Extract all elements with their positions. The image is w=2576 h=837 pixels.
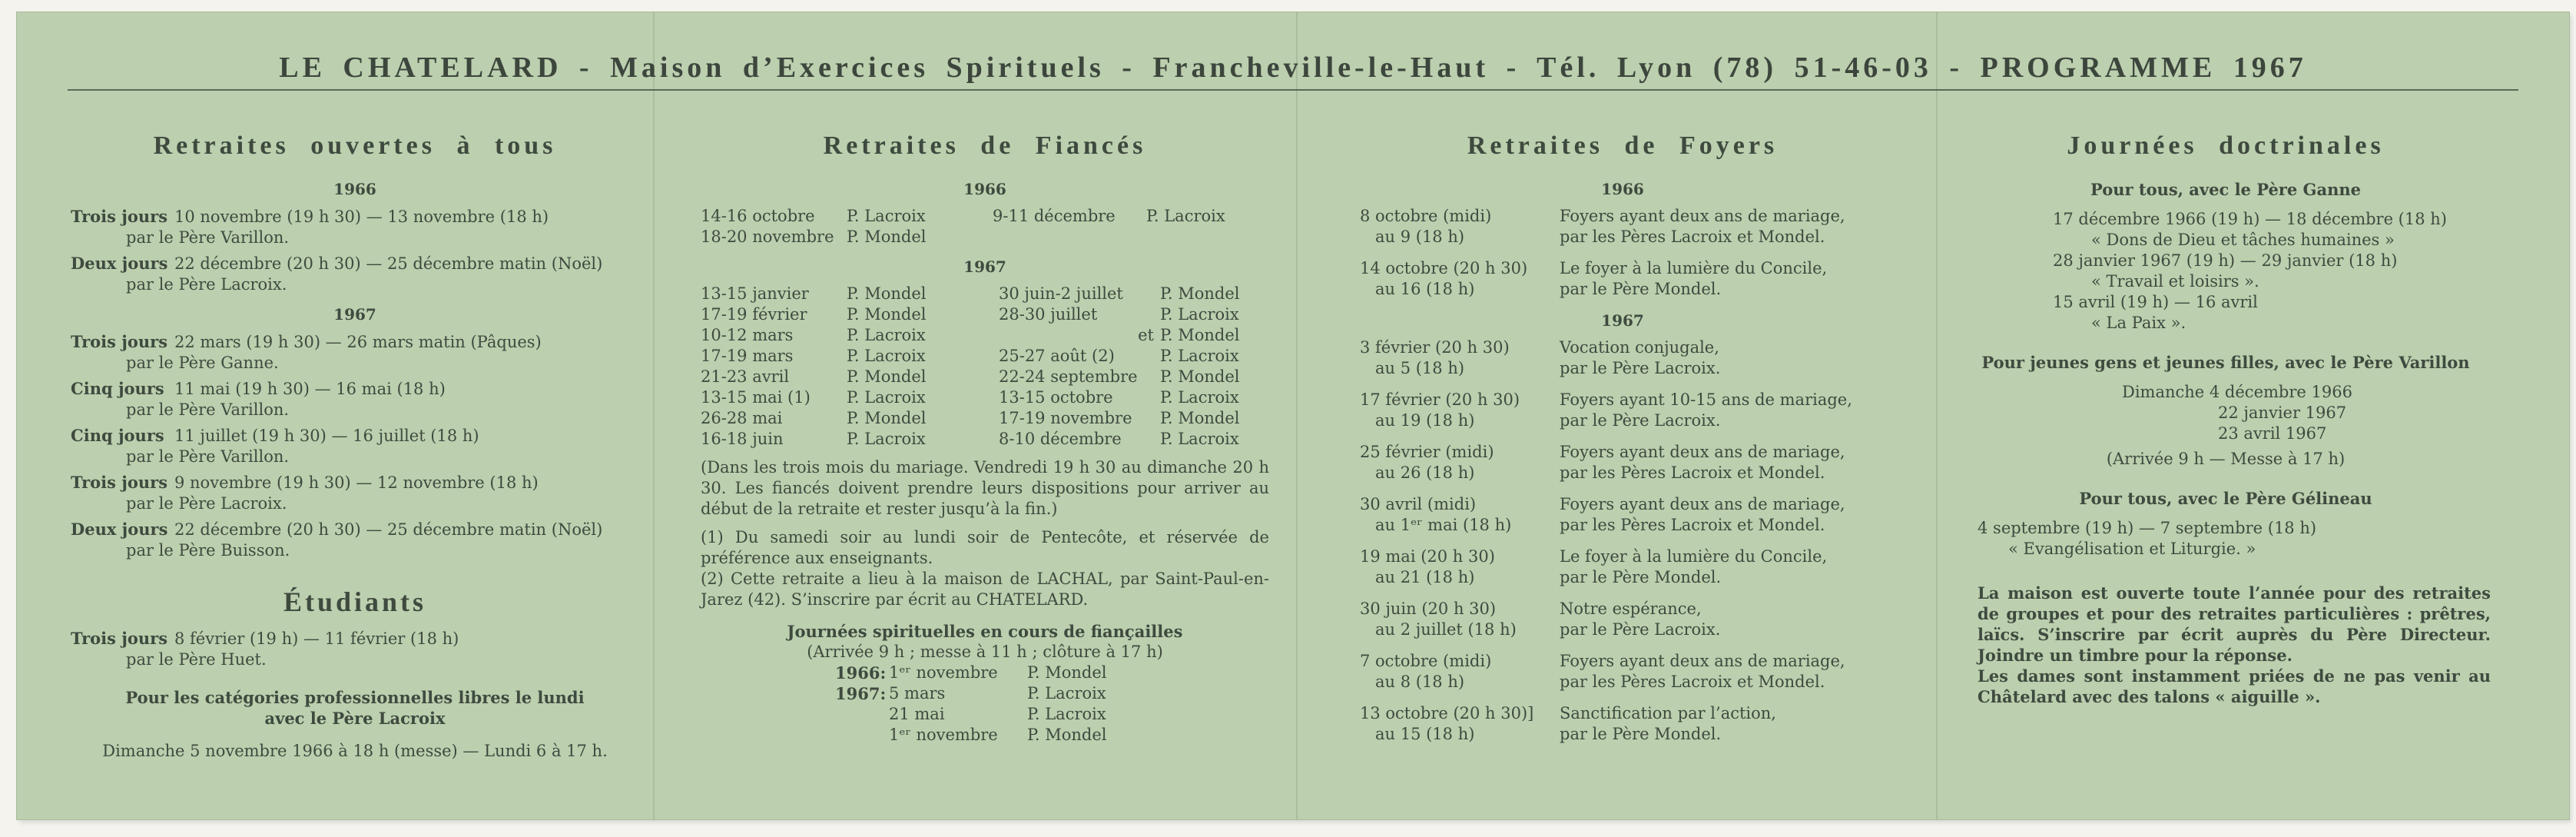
- foyer-priest: par le Père Mondel.: [1560, 280, 1722, 298]
- table-cell: [1560, 703, 1852, 756]
- entry-label: Trois jours: [71, 207, 168, 226]
- entry-date: 8 février (19 h) — 11 février (18 h): [174, 629, 459, 648]
- table-cell: 17-19 novembre: [999, 409, 1132, 427]
- foyer-theme: Foyers ayant deux ans de mariage,: [1560, 443, 1845, 461]
- entry-date: 22 décembre (20 h 30) — 25 décembre matin (Noël): [174, 520, 603, 539]
- foyer-theme: Foyers ayant 10-15 ans de mariage,: [1560, 390, 1852, 409]
- foyer-date-end: au 9 (18 h): [1375, 228, 1465, 246]
- table-cell: [1560, 258, 1845, 311]
- table-cell: [1560, 546, 1852, 599]
- table-cell: P. Mondel: [1027, 726, 1107, 744]
- event-date: 23 avril 1967: [2218, 424, 2327, 443]
- column-title: Retraites de Fiancés: [823, 131, 1147, 160]
- table-cell: P. Lacroix: [847, 430, 926, 448]
- fiances-1966-table: [701, 206, 1225, 247]
- table-cell: [954, 346, 999, 367]
- table-row: [701, 304, 1239, 325]
- entry-date: 22 décembre (20 h 30) — 25 décembre matin (Noël): [174, 254, 603, 273]
- table-row: [1338, 599, 1852, 651]
- table-cell: P. Lacroix: [847, 347, 926, 365]
- table-cell: 1ᵉʳ novembre: [889, 726, 998, 744]
- table-cell: P. Mondel: [847, 284, 927, 303]
- table-cell: P. Mondel: [1027, 663, 1107, 682]
- foyer-priest: par les Pères Lacroix et Mondel.: [1560, 463, 1825, 482]
- journees-spirituelles-table: [835, 663, 1106, 746]
- column-retraites-foyers: [1338, 120, 1907, 756]
- foyer-priest: par le Père Lacroix.: [1560, 620, 1721, 639]
- table-cell: [1560, 337, 1852, 390]
- table-cell: 14-16 octobre: [701, 207, 815, 225]
- foyer-theme: Sanctification par l’action,: [1560, 704, 1776, 722]
- foyer-priest: par le Père Lacroix.: [1560, 411, 1721, 430]
- table-cell: 10-12 mars: [701, 326, 794, 344]
- entry-label: Deux jours: [71, 520, 168, 539]
- event-date: Dimanche 4 décembre 1966: [2122, 383, 2352, 401]
- table-row: [701, 367, 1239, 387]
- entry-date: 9 novembre (19 h 30) — 12 novembre (18 h): [174, 473, 539, 492]
- table-cell: [954, 284, 999, 304]
- foyer-date-end: au 15 (18 h): [1375, 725, 1475, 743]
- table-cell: [1338, 337, 1560, 390]
- table-row: [701, 325, 1239, 346]
- foyer-priest: par le Père Mondel.: [1560, 725, 1722, 743]
- foyer-date-end: au 2 juillet (18 h): [1375, 620, 1517, 639]
- retreat-entry: [71, 628, 639, 670]
- table-row: [1338, 258, 1845, 311]
- foyer-date: 3 février (20 h 30): [1360, 338, 1510, 357]
- table-cell: 5 mars: [889, 684, 946, 702]
- entry-date: 22 mars (19 h 30) — 26 mars matin (Pâques): [174, 333, 542, 351]
- table-cell: 9-11 décembre: [993, 207, 1116, 225]
- foyer-date: 25 février (midi): [1360, 443, 1494, 461]
- table-row: [701, 206, 1225, 227]
- table-cell: P. Lacroix: [1027, 684, 1106, 702]
- foyer-theme: Notre espérance,: [1560, 600, 1702, 618]
- foyer-date-end: au 5 (18 h): [1375, 359, 1465, 377]
- table-cell: 13-15 janvier: [701, 284, 809, 303]
- table-cell: [1338, 258, 1560, 311]
- table-cell: 1967:: [835, 684, 887, 703]
- table-cell: [993, 227, 1146, 247]
- entry-priest: par le Père Lacroix.: [126, 275, 287, 294]
- footnote: (2) Cette retraite a lieu à la maison de LACHAL, par Saint-Paul-en-Jarez (42). S’inscrire par écrit au CHATELARD.: [701, 570, 1269, 609]
- table-cell: [1338, 494, 1560, 546]
- entry-priest: par le Père Varillon.: [126, 447, 290, 466]
- section-heading: Journées spirituelles en cours de fiançailles: [787, 622, 1183, 641]
- table-row: [1338, 546, 1852, 599]
- doctrinal-dates-ganne: [1961, 209, 2491, 334]
- retreat-entry: [71, 519, 639, 561]
- table-cell: [1560, 442, 1852, 494]
- event-theme: « Dons de Dieu et tâches humaines »: [2091, 231, 2395, 249]
- table-row: [835, 683, 1106, 704]
- table-cell: 17-19 février: [701, 305, 807, 324]
- table-cell: P. Lacroix: [1160, 430, 1239, 448]
- column-title: Retraites ouvertes à tous: [153, 131, 557, 160]
- table-cell: P. Mondel: [847, 367, 927, 386]
- table-cell: [954, 429, 999, 450]
- table-cell: P. Mondel: [847, 305, 927, 324]
- table-cell: [954, 387, 999, 408]
- column-retraites-ouvertes: [71, 120, 639, 762]
- event-date: 4 septembre (19 h) — 7 septembre (18 h): [1978, 519, 2317, 537]
- year-heading: 1967: [333, 305, 376, 324]
- retreat-entry: [71, 425, 639, 467]
- table-cell: [1338, 390, 1560, 442]
- table-cell: [1338, 599, 1560, 651]
- section-title-etudiants: Étudiants: [283, 586, 427, 617]
- table-row: [701, 408, 1239, 429]
- table-cell: P. Lacroix: [847, 326, 926, 344]
- entry-label: Cinq jours: [71, 426, 164, 445]
- table-cell: [1146, 227, 1225, 247]
- table-cell: 28-30 juillet: [999, 305, 1098, 324]
- entry-label: Trois jours: [71, 473, 168, 492]
- table-row: [1338, 494, 1852, 546]
- foyer-date-end: au 21 (18 h): [1375, 568, 1475, 586]
- table-cell: 21-23 avril: [701, 367, 790, 386]
- foyer-date-end: au 1ᵉʳ mai (18 h): [1375, 516, 1512, 534]
- section-heading: Pour jeunes gens et jeunes filles, avec le Père Varillon: [1981, 353, 2470, 372]
- table-cell: P. Lacroix: [1146, 207, 1225, 225]
- table-cell: 21 mai: [889, 705, 945, 723]
- foyers-1966-table: [1338, 206, 1845, 311]
- event-theme: « Travail et loisirs ».: [2091, 272, 2259, 291]
- table-cell: [954, 304, 999, 325]
- footnote: (1) Du samedi soir au lundi soir de Pentecôte, et réservée de préférence aux enseignants.: [701, 528, 1269, 567]
- entry-priest: par le Père Ganne.: [126, 354, 279, 372]
- table-row: [1338, 337, 1852, 390]
- entry-label: Deux jours: [71, 254, 168, 273]
- program-sheet: [17, 12, 2569, 819]
- table-cell: [1338, 206, 1560, 258]
- table-row: [1338, 651, 1852, 703]
- table-cell: et: [1138, 326, 1154, 344]
- table-cell: 30 juin-2 juillet: [999, 284, 1123, 303]
- foyer-date-end: au 8 (18 h): [1375, 673, 1465, 691]
- table-cell: 18-20 novembre: [701, 228, 834, 246]
- table-cell: 26-28 mai: [701, 409, 783, 427]
- entry-priest: par le Père Varillon.: [126, 400, 290, 419]
- foyer-theme: Vocation conjugale,: [1560, 338, 1719, 357]
- foyer-theme: Le foyer à la lumière du Concile,: [1560, 547, 1828, 566]
- foyer-date: 30 juin (20 h 30): [1360, 600, 1497, 618]
- foyer-date: 30 avril (midi): [1360, 495, 1477, 513]
- foyers-1967-table: [1338, 337, 1852, 756]
- column-journees-doctrinales: [1961, 120, 2491, 707]
- entry-priest: par le Père Buisson.: [126, 541, 290, 560]
- table-cell: P. Lacroix: [1160, 305, 1239, 324]
- table-row: [1338, 390, 1852, 442]
- foyer-theme: Foyers ayant deux ans de mariage,: [1560, 495, 1845, 513]
- table-cell: 17-19 mars: [701, 347, 794, 365]
- foyer-date: 7 octobre (midi): [1360, 652, 1492, 670]
- retreat-entry: [71, 253, 639, 295]
- year-heading: 1967: [1601, 311, 1644, 330]
- table-row: [835, 663, 1106, 683]
- table-cell: 1966:: [835, 663, 887, 683]
- table-cell: 25-27 août (2): [999, 347, 1115, 365]
- table-cell: [1338, 546, 1560, 599]
- table-cell: [1338, 651, 1560, 703]
- foyer-date: 13 octobre (20 h 30)]: [1360, 704, 1534, 722]
- entry-priest: par le Père Lacroix.: [126, 494, 287, 513]
- retreat-entry: [71, 472, 639, 514]
- foyer-theme: Foyers ayant deux ans de mariage,: [1560, 652, 1845, 670]
- table-cell: 8-10 décembre: [999, 430, 1122, 448]
- table-cell: P. Mondel: [1160, 284, 1240, 303]
- fold-line: [653, 12, 655, 819]
- year-heading: 1966: [333, 180, 376, 198]
- table-cell: [1560, 390, 1852, 442]
- table-cell: P. Lacroix: [1027, 705, 1106, 723]
- table-cell: 16-18 juin: [701, 430, 784, 448]
- year-heading: 1967: [963, 257, 1006, 276]
- event-date: Dimanche 5 novembre 1966 à 18 h (messe) — Lundi 6 à 17 h.: [102, 742, 608, 760]
- foyer-theme: Foyers ayant deux ans de mariage,: [1560, 207, 1845, 225]
- section-heading: Pour tous, avec le Père Gélineau: [2079, 489, 2372, 508]
- foyer-date-end: au 16 (18 h): [1375, 280, 1475, 298]
- page-header: LE CHATELARD - Maison d’Exercices Spirituels - Francheville-le-Haut - Tél. Lyon (78) 51-46-03 - PROGRAMME 1967: [279, 51, 2307, 84]
- table-row: [835, 704, 1106, 725]
- table-cell: [1560, 651, 1852, 703]
- section-heading: avec le Père Lacroix: [264, 709, 446, 728]
- table-cell: 13-15 octobre: [999, 388, 1113, 407]
- table-row: [1338, 442, 1852, 494]
- doctrinal-dates-gelineau: [1961, 518, 2491, 560]
- foyer-priest: par le Père Lacroix.: [1560, 359, 1721, 377]
- house-notice: Les dames sont instamment priées de ne pas venir au Châtelard avec des talons « aiguille ».: [1978, 666, 2491, 706]
- entry-label: Trois jours: [71, 629, 168, 648]
- table-row: [701, 284, 1239, 304]
- event-date: 17 décembre 1966 (19 h) — 18 décembre (18 h): [2053, 210, 2447, 228]
- retreat-entry: [71, 206, 639, 248]
- doctrinal-dates-varillon: [1961, 382, 2491, 444]
- foyer-date-end: au 19 (18 h): [1375, 411, 1475, 430]
- table-cell: [1560, 494, 1852, 546]
- table-row: [1338, 206, 1845, 258]
- schedule-times: (Arrivée 9 h — Messe à 17 h): [2106, 450, 2346, 468]
- table-cell: [954, 408, 999, 429]
- table-cell: [954, 367, 999, 387]
- foyer-priest: par les Pères Lacroix et Mondel.: [1560, 228, 1825, 246]
- event-date: 15 avril (19 h) — 16 avril: [2053, 293, 2258, 311]
- year-heading: 1966: [963, 180, 1006, 198]
- table-cell: [1338, 442, 1560, 494]
- house-info: La maison est ouverte toute l’année pour des retraites de groupes et pour des retraites particulières : prêtres, laïcs. S’inscrire par écrit auprès du Père Directeur. Joindre un timbre pour la réponse.: [1978, 583, 2491, 665]
- section-heading: Pour les catégories professionnelles libres le lundi: [125, 688, 585, 707]
- foyer-priest: par le Père Mondel.: [1560, 568, 1722, 586]
- table-cell: [835, 725, 889, 746]
- entry-date: 10 novembre (19 h 30) — 13 novembre (18 h): [174, 208, 549, 226]
- table-row: [701, 429, 1239, 450]
- section-heading: Pour tous, avec le Père Ganne: [2090, 180, 2361, 199]
- retreat-entry: [71, 378, 639, 420]
- table-row: [701, 387, 1239, 408]
- table-cell: 22-24 septembre: [999, 367, 1138, 386]
- foyer-priest: par les Pères Lacroix et Mondel.: [1560, 516, 1825, 534]
- table-cell: [1560, 599, 1852, 651]
- foyer-date-end: au 26 (18 h): [1375, 463, 1475, 482]
- column-retraites-fiances: [701, 120, 1269, 746]
- table-cell: [835, 704, 889, 725]
- event-date: 28 janvier 1967 (19 h) — 29 janvier (18 h): [2053, 251, 2398, 270]
- event-theme: « La Paix ».: [2091, 314, 2186, 332]
- table-row: [1338, 703, 1852, 756]
- fiances-1967-table: [701, 284, 1239, 450]
- header-rule: [68, 89, 2518, 91]
- fold-line: [1936, 12, 1938, 819]
- table-cell: P. Mondel: [1160, 326, 1240, 344]
- entry-date: 11 mai (19 h 30) — 16 mai (18 h): [174, 380, 446, 398]
- foyer-date: 8 octobre (midi): [1360, 207, 1492, 225]
- table-cell: [1560, 206, 1845, 258]
- table-cell: P. Lacroix: [847, 388, 926, 407]
- event-date: 22 janvier 1967: [2218, 404, 2347, 422]
- table-cell: P. Lacroix: [1160, 347, 1239, 365]
- table-cell: [1338, 703, 1560, 756]
- table-row: [701, 227, 1225, 247]
- table-cell: P. Mondel: [847, 409, 927, 427]
- table-cell: 13-15 mai (1): [701, 388, 811, 407]
- foyer-theme: Le foyer à la lumière du Concile,: [1560, 259, 1828, 277]
- foyer-date: 17 février (20 h 30): [1360, 390, 1520, 409]
- table-cell: P. Mondel: [1160, 367, 1240, 386]
- schedule-times: (Arrivée 9 h ; messe à 11 h ; clôture à 17 h): [807, 643, 1163, 661]
- entry-label: Trois jours: [71, 332, 168, 351]
- foyer-priest: par les Pères Lacroix et Mondel.: [1560, 673, 1825, 691]
- table-row: [835, 725, 1106, 746]
- table-cell: P. Mondel: [847, 228, 927, 246]
- table-cell: 1ᵉʳ novembre: [889, 663, 998, 682]
- column-title: Journées doctrinales: [2067, 131, 2385, 160]
- foyer-date: 19 mai (20 h 30): [1360, 547, 1495, 566]
- table-row: [701, 346, 1239, 367]
- entry-priest: par le Père Huet.: [126, 650, 267, 669]
- retreat-entry: [71, 331, 639, 374]
- fold-line: [1296, 12, 1298, 819]
- foyer-date: 14 octobre (20 h 30): [1360, 259, 1528, 277]
- column-title: Retraites de Foyers: [1467, 131, 1779, 160]
- entry-priest: par le Père Varillon.: [126, 228, 290, 247]
- entry-date: 11 juillet (19 h 30) — 16 juillet (18 h): [174, 427, 479, 445]
- event-theme: « Evangélisation et Liturgie. »: [2008, 540, 2256, 558]
- entry-label: Cinq jours: [71, 379, 164, 398]
- table-cell: P. Lacroix: [1160, 388, 1239, 407]
- table-cell: P. Mondel: [1160, 409, 1240, 427]
- year-heading: 1966: [1601, 180, 1644, 198]
- fiances-note: (Dans les trois mois du mariage. Vendredi 19 h 30 au dimanche 20 h 30. Les fiancés doivent prendre leurs dispositions pour arriver au début de la retraite et rester jusqu’à la fin.): [701, 458, 1269, 518]
- table-cell: P. Lacroix: [847, 207, 926, 225]
